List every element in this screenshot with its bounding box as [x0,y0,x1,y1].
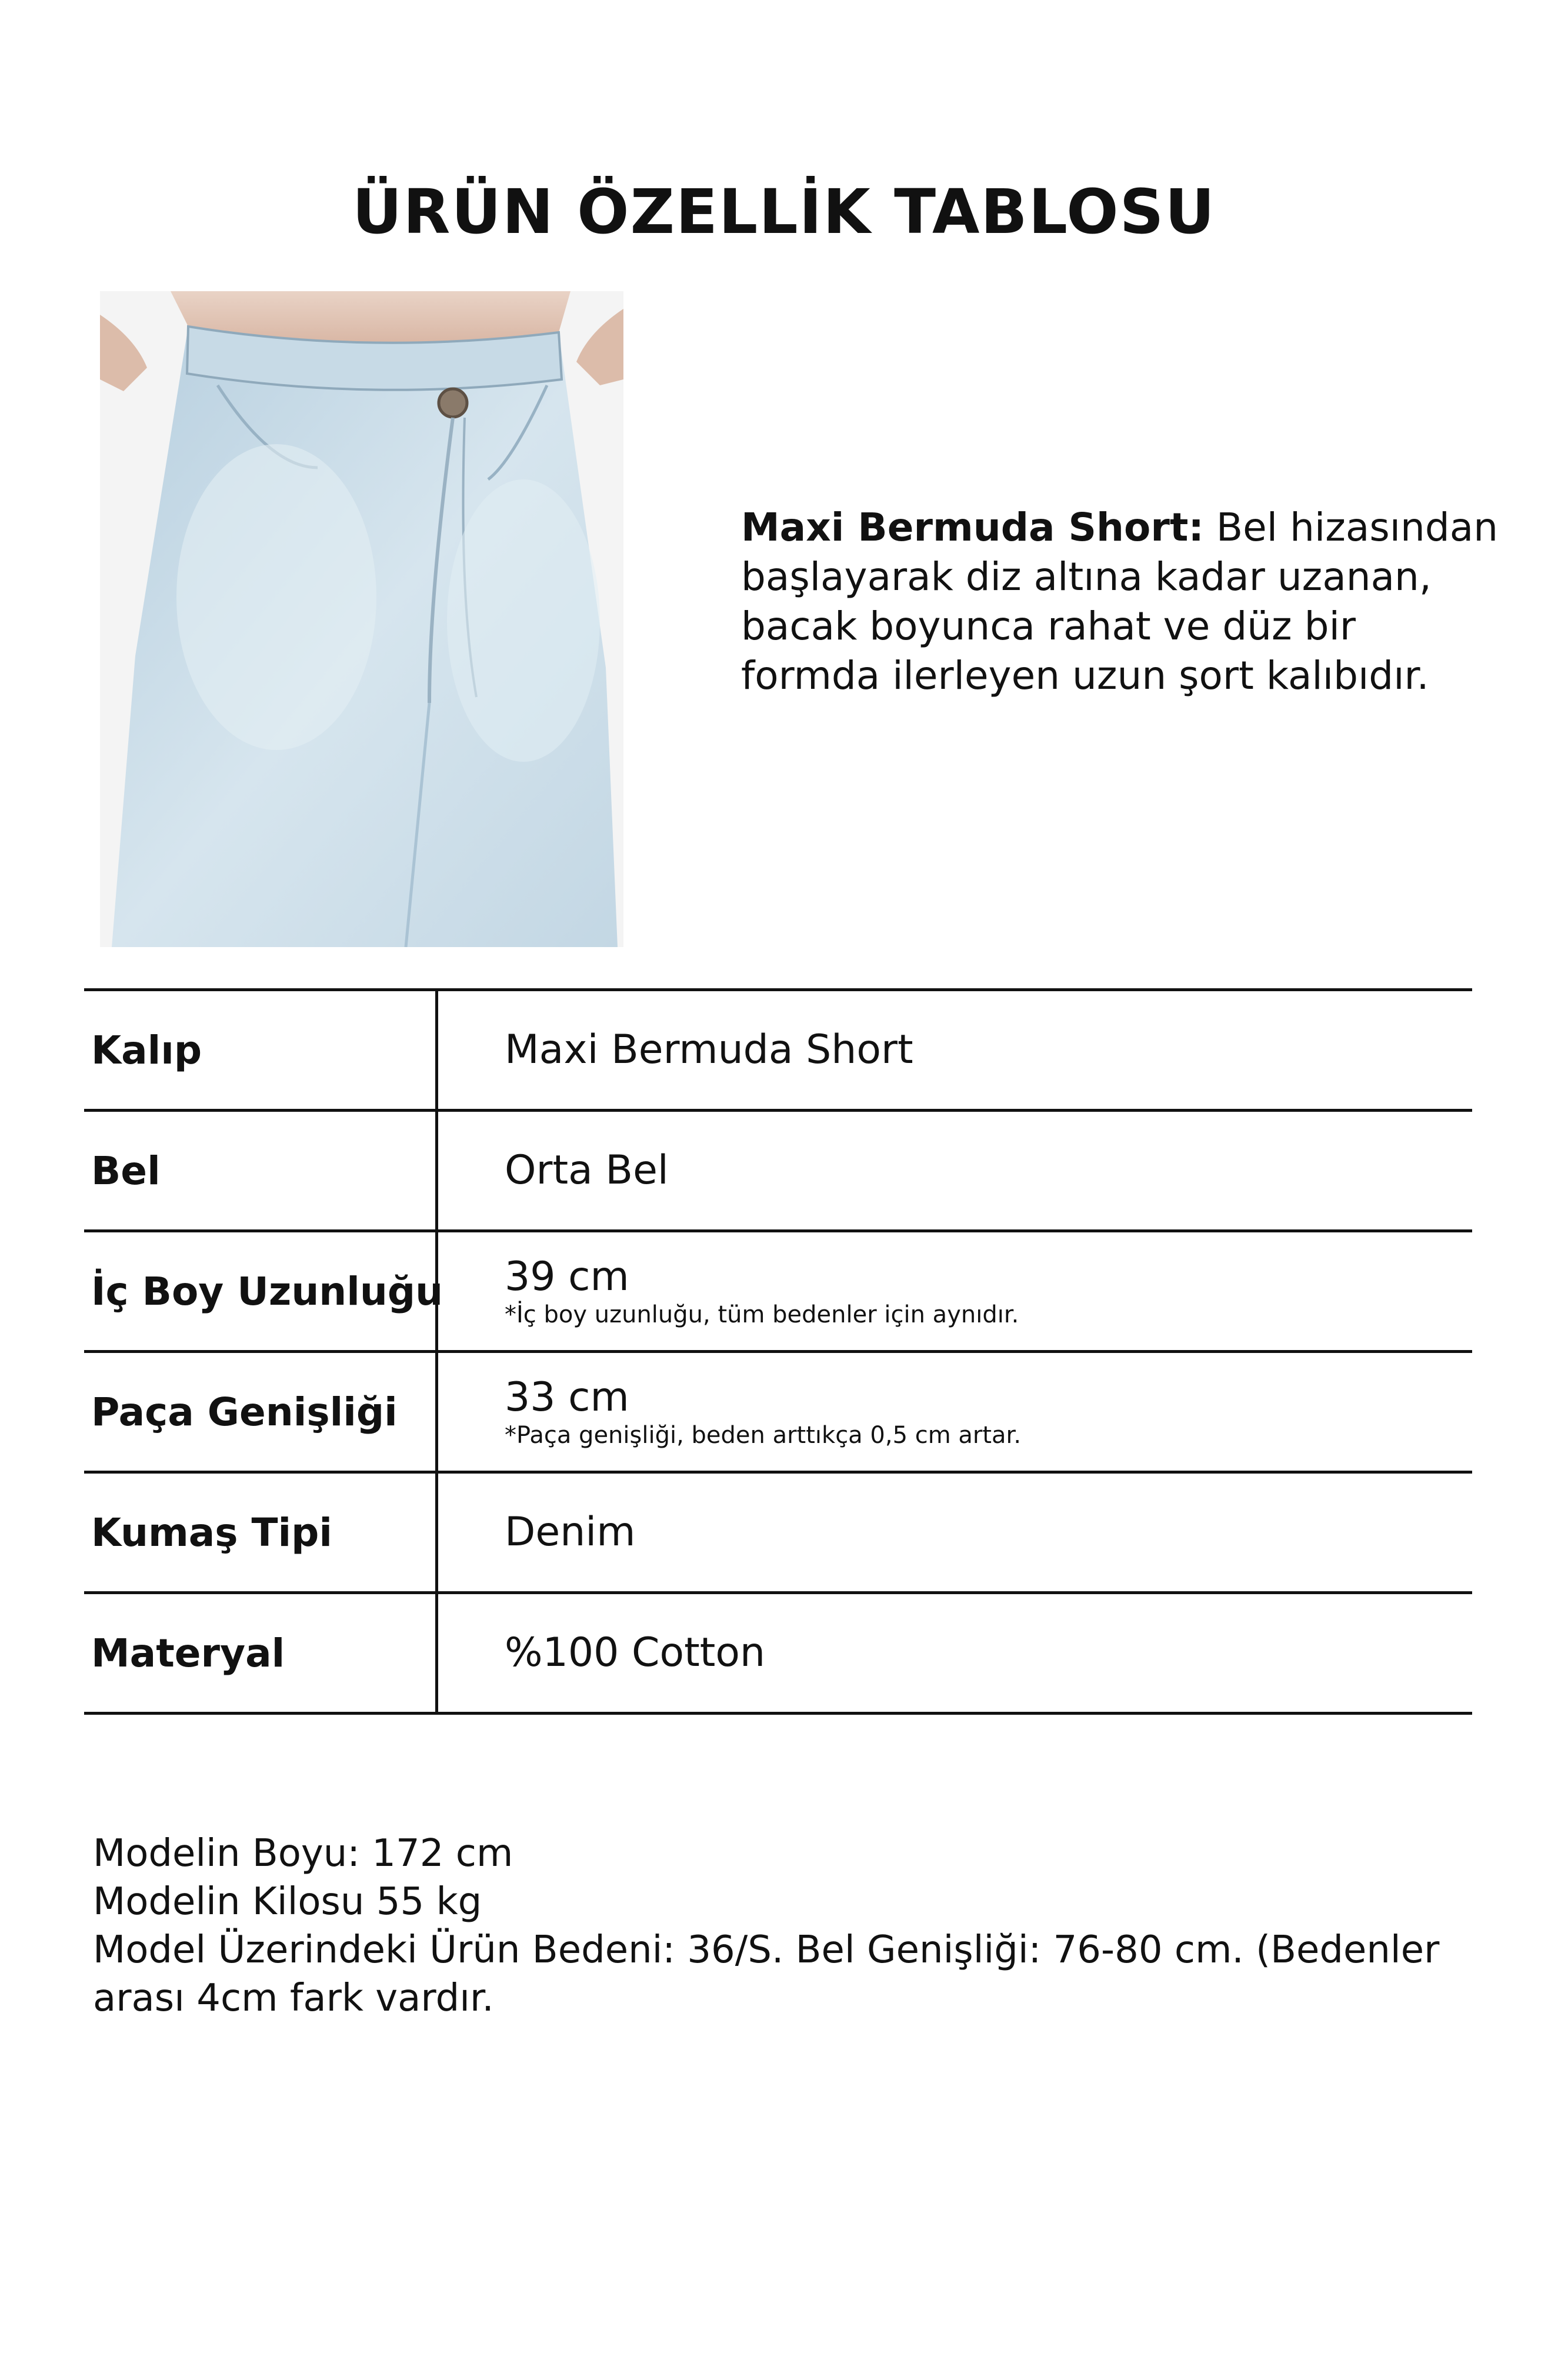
column-divider [435,1353,438,1471]
spec-label: Kalıp [91,1027,202,1073]
spec-row-bel [84,1109,1472,1229]
column-divider [435,1594,438,1712]
spec-value: 33 cm [505,1374,629,1421]
spec-value-cell [505,1594,765,1712]
spec-label: İç Boy Uzunluğu [91,1268,443,1314]
spec-value: Denim [505,1509,636,1555]
spec-label: Bel [91,1148,161,1194]
description-term: Maxi Bermuda Short: [741,505,1204,550]
spec-row-ic-boy [84,1229,1472,1350]
spec-value-cell [505,1474,635,1591]
spec-value: Maxi Bermuda Short [505,1026,913,1073]
spec-value: %100 Cotton [505,1629,766,1676]
spec-value-cell [505,1232,1019,1350]
spec-label: Paça Genişliği [91,1389,398,1435]
spec-row-kumas [84,1471,1472,1591]
spec-row-paca [84,1350,1472,1471]
denim-shorts-image [100,291,623,947]
spec-value-cell [505,1112,669,1229]
column-divider [435,1474,438,1591]
column-divider [435,1232,438,1350]
model-info [93,1829,1481,2022]
column-divider [435,991,438,1109]
spec-value: Orta Bel [505,1147,669,1194]
column-divider [435,1112,438,1229]
model-height: Modelin Boyu: 172 cm [93,1832,513,1875]
spec-label: Materyal [91,1630,285,1676]
spec-row-materyal [84,1591,1472,1715]
model-weight: Modelin Kilosu 55 kg [93,1880,482,1924]
description-text: Bel hizasından başlayarak diz altına kadar uzanan, bacak boyunca rahat ve düz bir formda ilerleyen uzun şort kalıbıdır. [741,505,1499,698]
spec-row-kalip [84,988,1472,1109]
model-size: Model Üzerindeki Ürün Bedeni: 36/S. Bel Genişliği: 76-80 cm. (Bedenler arası 4cm fark vardır. [93,1928,1440,2020]
spec-value-cell [505,991,913,1109]
spec-value: 39 cm [505,1254,629,1300]
spec-table [84,988,1472,1715]
spec-note: *İç boy uzunluğu, tüm bedenler için aynıdır. [505,1301,1019,1328]
product-photo [100,291,623,947]
page-title: ÜRÜN ÖZELLİK TABLOSU [352,176,1216,248]
spec-value-cell [505,1353,1021,1471]
spec-label: Kumaş Tipi [91,1509,333,1555]
spec-note: *Paça genişliği, beden arttıkça 0,5 cm artar. [505,1422,1022,1449]
product-description [741,503,1506,701]
